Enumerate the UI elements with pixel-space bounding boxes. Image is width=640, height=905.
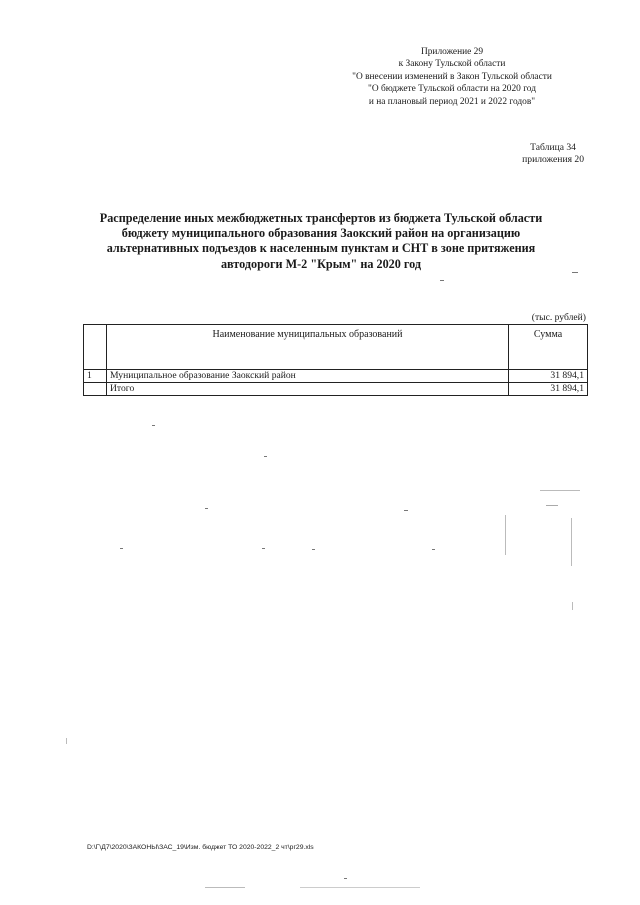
scan-speck	[205, 508, 208, 509]
row-name: Муниципальное образование Заокский район	[107, 370, 509, 383]
annex-line: к Закону Тульской области	[398, 59, 506, 70]
row-num	[84, 383, 107, 396]
scan-speck	[505, 515, 506, 555]
scan-speck	[572, 272, 578, 273]
file-path-footer: D:\Г\Д7\2020\ЗАКОНЫ\ЗАС_19\Изм. бюджет ТО 2020-2022_2 чт\рг29.xls	[87, 844, 314, 851]
header-sum: Сумма	[509, 325, 588, 370]
annex-reference	[322, 46, 582, 108]
row-sum: 31 894,1	[509, 370, 588, 383]
title-line: Распределение иных межбюджетных трансфертов из бюджета Тульской области	[99, 211, 543, 225]
scan-speck	[546, 505, 558, 506]
table-row	[84, 370, 588, 383]
scan-speck	[120, 548, 123, 549]
units-label: (тыс. рублей)	[531, 312, 586, 323]
table-total-row	[84, 383, 588, 396]
scan-speck	[262, 548, 265, 549]
scan-speck	[66, 738, 67, 744]
scan-speck	[264, 456, 267, 457]
scan-speck	[432, 549, 435, 550]
scan-speck	[440, 280, 444, 281]
row-num: 1	[84, 370, 107, 383]
title-line: альтернативных подъездов к населенным пунктам и СНТ в зоне притяжения	[106, 241, 536, 256]
scan-speck	[344, 878, 347, 879]
scan-speck	[572, 602, 573, 610]
document-title	[86, 211, 556, 272]
scan-speck	[404, 510, 408, 511]
header-num	[84, 325, 107, 370]
annex-line: и на плановый период 2021 и 2022 годов"	[368, 96, 536, 107]
header-name: Наименование муниципальных образований	[107, 325, 509, 370]
annex-line: Приложение 29	[420, 47, 484, 57]
table-header-row	[84, 325, 588, 370]
title-line: автодороги М-2 "Крым" на 2020 год	[220, 256, 422, 271]
title-line: бюджету муниципального образования Заокский район на организацию	[121, 226, 521, 241]
annex-line: "О внесении изменений в Закон Тульской области	[352, 71, 552, 82]
scan-speck	[300, 887, 420, 888]
annex-line: "О бюджете Тульской области на 2020 год	[368, 84, 536, 95]
transfers-table	[83, 324, 588, 396]
table-reference	[522, 142, 584, 167]
row-sum: 31 894,1	[509, 383, 588, 396]
row-name: Итого	[107, 383, 509, 396]
scan-speck	[152, 425, 155, 426]
scan-speck	[571, 518, 572, 566]
table-number: Таблица 34	[530, 142, 576, 153]
scan-speck	[205, 887, 245, 888]
scan-speck	[312, 549, 315, 550]
scan-speck	[540, 490, 580, 491]
table-appendix: приложения 20	[522, 154, 584, 166]
